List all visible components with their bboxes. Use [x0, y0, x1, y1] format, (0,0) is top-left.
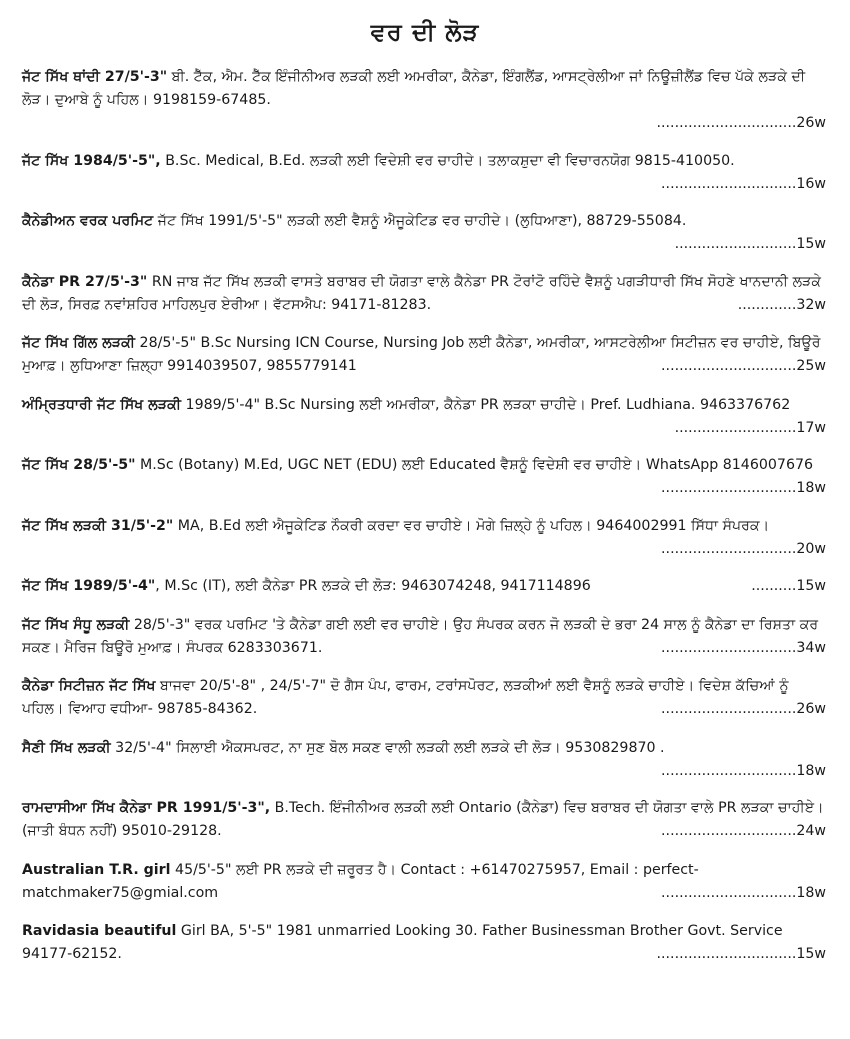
ad-word-count: ..............................18w: [661, 884, 826, 901]
classified-ad: [22, 575, 826, 598]
ad-word-count: ..............................26w: [661, 701, 826, 717]
ad-text: M.Sc (Botany) M.Ed, UGC NET (EDU) ਲਈ Educated ਵੈਸ਼ਨੂੰ ਵਿਦੇਸ਼ੀ ਵਰ ਚਾਹੀਏ। WhatsApp 8146007676: [135, 457, 814, 473]
ad-text: B.Tech. ਇੰਜੀਨੀਅਰ ਲੜਕੀ ਲਈ Ontario (ਕੈਨੇਡਾ) ਵਿਚ ਬਰਾਬਰ ਦੀ ਯੋਗਤਾ ਵਾਲੇ PR ਲੜਕਾ ਚਾਹੀਏ। (ਜਾਤੀ ਬੰਧਨ ਨਹੀਂ) 95010-29128.: [22, 800, 824, 839]
classified-ad: [22, 737, 826, 782]
ad-heading: ਜੱਟ ਸਿੱਖ ਗਿੱਲ ਲੜਕੀ: [22, 335, 136, 351]
ad-heading: ਜੱਟ ਸਿੱਖ 1984/5'-5",: [22, 152, 161, 169]
ad-text: 28/5'-3" ਵਰਕ ਪਰਮਿਟ 'ਤੇ ਕੈਨੇਡਾ ਗਈ ਲਈ ਵਰ ਚਾਹੀਏ। ਉਹ ਸੰਪਰਕ ਕਰਨ ਜੋ ਲੜਕੀ ਦੇ ਭਰਾ 24 ਸਾਲ ਨੂੰ ਕੈਨੇਡਾ ਦਾ ਰਿਸ਼ਤਾ ਕਰ ਸਕਣ। ਮੈਰਿਜ ਬਿਊਰੋ ਮੁਆਫ਼। ਸੰਪਰਕ 6283303671.: [22, 616, 819, 656]
classified-ad: [22, 859, 826, 905]
classified-ad: [22, 675, 826, 721]
ad-word-count: .............32w: [737, 296, 826, 313]
ad-text: MA, B.Ed ਲਈ ਐਜੂਕੇਟਿਡ ਨੌਕਰੀ ਕਰਦਾ ਵਰ ਚਾਹੀਏ। ਮੋਗੇ ਜ਼ਿਲ੍ਹੇ ਨੂੰ ਪਹਿਲ। 9464002991 ਸਿੱਧਾ ਸੰਪਰਕ।: [173, 517, 770, 534]
classified-ad: [22, 614, 826, 660]
ad-word-count: ...............................26w: [656, 115, 826, 131]
ad-word-count: ..............................24w: [661, 823, 826, 839]
ad-text: ਬੀ. ਟੈੱਕ, ਐਮ. ਟੈੱਕ ਇੰਜੀਨੀਅਰ ਲੜਕੀ ਲਈ ਅਮਰੀਕਾ, ਕੈਨੇਡਾ, ਇੰਗਲੈਂਡ, ਆਸਟ੍ਰੇਲੀਆ ਜਾਂ ਨਿਊਜ਼ੀਲੈਂਡ ਵਿਚ ਪੱਕੇ ਲੜਕੇ ਦੀ ਲੋੜ। ਦੁਆਬੇ ਨੂੰ ਪਹਿਲ। 9198159-67485.: [22, 69, 806, 108]
ad-word-count: ..............................25w: [661, 358, 826, 374]
page-title: ਵਰ ਦੀ ਲੋੜ: [370, 18, 480, 46]
ad-word-count: ..............................18w: [661, 762, 826, 779]
ad-word-count: ...........................15w: [674, 236, 826, 252]
classified-ads-list: [22, 66, 826, 982]
ad-text: RN ਜਾਬ ਜੱਟ ਸਿੱਖ ਲੜਕੀ ਵਾਸਤੇ ਬਰਾਬਰ ਦੀ ਯੋਗਤਾ ਵਾਲੇ ਕੈਨੇਡਾ PR ਟੋਰਾਂਟੋ ਰਹਿੰਦੇ ਵੈਸ਼ਨੂੰ ਪਗੜੀਧਾਰੀ ਸਿੱਖ ਸੋਹਣੇ ਖਾਨਦਾਨੀ ਲੜਕੇ ਦੀ ਲੋੜ, ਸਿਰਫ਼ ਨਵਾਂਸ਼ਹਿਰ ਮਾਹਿਲਪੁਰ ਏਰੀਆ। ਵੱਟਸਐਪ: 94171-81283.: [22, 273, 822, 313]
ad-text: , M.Sc (IT), ਲਈ ਕੈਨੇਡਾ PR ਲੜਕੇ ਦੀ ਲੋੜ: 9463074248, 9417114896: [155, 578, 591, 594]
classified-ad: [22, 271, 826, 317]
ad-text: B.Sc. Medical, B.Ed. ਲੜਕੀ ਲਈ ਵਿਦੇਸ਼ੀ ਵਰ ਚਾਹੀਦੇ। ਤਲਾਕਸ਼ੁਦਾ ਵੀ ਵਿਚਾਰਨਯੋਗ 9815-410050.: [160, 152, 735, 169]
ad-word-count: ..............................20w: [661, 540, 826, 557]
ad-text: ਬਾਜਵਾ 20/5'-8" , 24/5'-7" ਦੋ ਗੈਸ ਪੰਪ, ਫਾਰਮ, ਟਰਾਂਸਪੋਰਟ, ਲੜਕੀਆਂ ਲਈ ਵੈਸ਼ਨੂੰ ਲੜਕੇ ਚਾਹੀਏ। ਵਿਦੇਸ਼ ਕੱਚਿਆਂ ਨੂੰ ਪਹਿਲ। ਵਿਆਹ ਵਧੀਆ- 98785-84362.: [22, 678, 789, 717]
ad-heading: ਅੰਮ੍ਰਿਤਧਾਰੀ ਜੱਟ ਸਿੱਖ ਲੜਕੀ: [22, 396, 182, 413]
classified-ad: [22, 332, 826, 378]
ad-text: 32/5'-4" ਸਿਲਾਈ ਐਕਸਪਰਟ, ਨਾ ਸੁਣ ਬੋਲ ਸਕਣ ਵਾਲੀ ਲੜਕੀ ਲਈ ਲੜਕੇ ਦੀ ਲੋੜ। 9530829870 .: [110, 739, 665, 756]
ad-heading: ਜੱਟ ਸਿੱਖ ਥਾਂਦੀ 27/5'-3": [22, 69, 168, 85]
ad-heading: ਜੱਟ ਸਿੱਖ 28/5'-5": [22, 457, 136, 473]
ad-heading: ਕੈਨੇਡੀਅਨ ਵਰਕ ਪਰਮਿਟ: [22, 213, 154, 229]
ad-heading: ਜੱਟ ਸਿੱਖ ਸੰਧੂ ਲੜਕੀ: [22, 616, 130, 633]
classified-ad: [22, 150, 826, 195]
ad-word-count: ..........15w: [751, 578, 826, 594]
classified-ad: [22, 797, 826, 843]
ad-text: ਜੱਟ ਸਿੱਖ 1991/5'-5" ਲੜਕੀ ਲਈ ਵੈਸ਼ਨੂੰ ਐਜੂਕੇਟਿਡ ਵਰ ਚਾਹੀਦੇ। (ਲੁਧਿਆਣਾ), 88729-55084.: [153, 213, 687, 229]
ad-word-count: ..............................34w: [661, 639, 826, 656]
ad-word-count: ..............................18w: [661, 480, 826, 496]
ad-heading: ਕੈਨੇਡਾ ਸਿਟੀਜ਼ਨ ਜੱਟ ਸਿੱਖ: [22, 678, 156, 694]
ad-heading: ਜੱਟ ਸਿੱਖ ਲੜਕੀ 31/5'-2": [22, 517, 174, 534]
classified-ad: [22, 394, 826, 439]
ad-heading: ਕੈਨੇਡਾ PR 27/5'-3": [22, 273, 148, 290]
classified-ad: [22, 210, 826, 255]
ad-word-count: ...........................17w: [674, 419, 826, 436]
ad-text: 28/5'-5" B.Sc Nursing ICN Course, Nursing Job ਲਈ ਕੈਨੇਡਾ, ਅਮਰੀਕਾ, ਆਸਟਰੇਲੀਆ ਸਿਟੀਜ਼ਨ ਵਰ ਚਾਹੀਏ, ਬਿਊਰੋ ਮੁਆਫ਼। ਲੁਧਿਆਣਾ ਜ਼ਿਲ੍ਹਾ 9914039507, 9855779141: [22, 335, 821, 374]
ad-text: 1989/5'-4" B.Sc Nursing ਲਈ ਅਮਰੀਕਾ, ਕੈਨੇਡਾ PR ਲੜਕਾ ਚਾਹੀਦੇ। Pref. Ludhiana. 9463376762: [181, 396, 791, 413]
ad-heading: ਰਾਮਦਾਸੀਆ ਸਿੱਖ ਕੈਨੇਡਾ PR 1991/5'-3",: [22, 800, 271, 816]
ad-heading: Australian T.R. girl: [22, 861, 171, 878]
ad-heading: ਸੈਣੀ ਸਿੱਖ ਲੜਕੀ: [22, 739, 111, 756]
ad-word-count: ..............................16w: [661, 175, 826, 192]
ad-heading: Ravidasia beautiful: [22, 923, 177, 939]
ad-text: Girl BA, 5'-5" 1981 unmarried Looking 30. Father Businessman Brother Govt. Service 94177-62152.: [22, 923, 783, 962]
ad-heading: ਜੱਟ ਸਿੱਖ 1989/5'-4": [22, 578, 156, 594]
ad-word-count: ...............................15w: [656, 946, 826, 962]
ad-text: 45/5'-5" ਲਈ PR ਲੜਕੇ ਦੀ ਜ਼ਰੂਰਤ ਹੈ। Contact : +61470275957, Email : perfect-matchmaker75@gmial.com: [22, 861, 699, 901]
classified-ad: [22, 66, 826, 134]
classified-ad: [22, 515, 826, 560]
classified-ad: [22, 454, 826, 499]
classified-ad: [22, 920, 826, 966]
